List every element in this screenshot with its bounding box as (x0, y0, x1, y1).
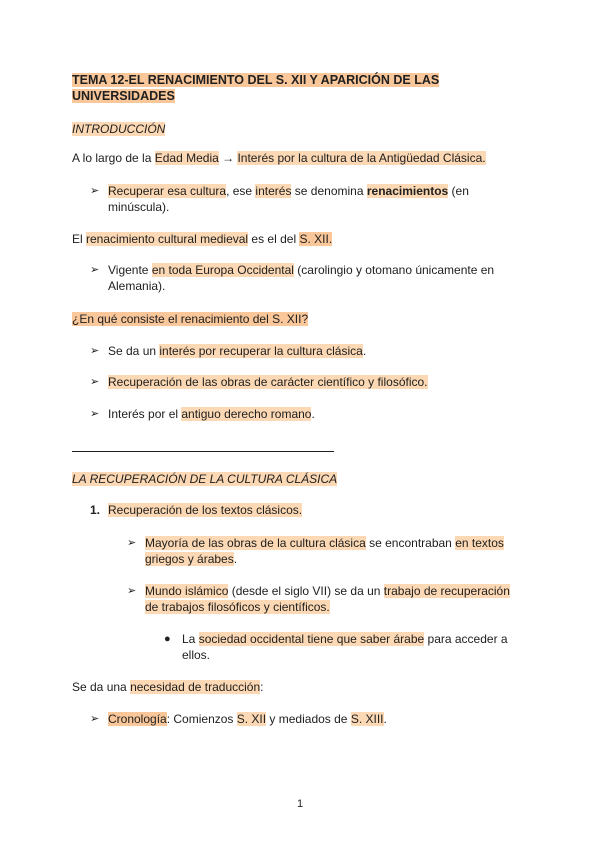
section-heading-cultura-clasica: LA RECUPERACIÓN DE LA CULTURA CLÁSICA (72, 472, 338, 486)
arrow-bullet-icon: ➢ (90, 264, 100, 276)
bullet-interes-recuperar: Se da un interés por recuperar la cultura clásica. (108, 344, 367, 358)
arrow-bullet-icon: ➢ (90, 376, 100, 388)
bullet-cronologia: Cronología: Comienzos S. XII y mediados de S. XIII. (108, 712, 387, 726)
bullet-recuperacion-obras: Recuperación de las obras de carácter científico y filosófico. (108, 375, 428, 389)
paragraph-edad-media: A lo largo de la Edad Media → Interés por la cultura de la Antigüedad Clásica. (72, 151, 486, 165)
arrow-bullet-icon: ➢ (127, 585, 137, 597)
paragraph-renacimiento-medieval: El renacimiento cultural medieval es el del S. XII. (72, 232, 333, 246)
arrow-bullet-icon: ➢ (90, 408, 100, 420)
page-title: TEMA 12-EL RENACIMIENTO DEL S. XII Y APARICIÓN DE LAS UNIVERSIDADES (72, 73, 440, 103)
list-item-textos-clasicos: Recuperación de los textos clásicos. (108, 503, 303, 517)
bullet-vigente: Vigente en toda Europa Occidental (carolingio y otomano únicamente en Alemania). (108, 263, 495, 293)
dot-bullet-icon: ● (164, 633, 171, 645)
arrow-bullet-icon: ➢ (90, 185, 100, 197)
page-number: 1 (296, 798, 304, 810)
bullet-mundo-islamico: Mundo islámico (desde el siglo VII) se da un trabajo de recuperación de trabajos filosóficos y científicos. (145, 584, 510, 614)
arrow-bullet-icon: ➢ (90, 345, 100, 357)
question-heading: ¿En qué consiste el renacimiento del S. XII? (72, 312, 309, 326)
arrow-bullet-icon: ➢ (90, 713, 100, 725)
paragraph-necesidad-traduccion: Se da una necesidad de traducción: (72, 680, 264, 694)
intro-heading: INTRODUCCIÓN (72, 122, 166, 136)
list-number: 1. (90, 503, 101, 517)
bullet-recuperar-cultura: Recuperar esa cultura, ese interés se denomina renacimientos (en minúscula). (108, 184, 469, 214)
section-divider (72, 451, 334, 452)
arrow-bullet-icon: ➢ (127, 537, 137, 549)
bullet-mayoria-obras: Mayoría de las obras de la cultura clásica se encontraban en textos griegos y árabes. (145, 536, 504, 566)
bullet-sociedad-occidental: La sociedad occidental tiene que saber árabe para acceder a ellos. (182, 632, 508, 662)
bullet-derecho-romano: Interés por el antiguo derecho romano. (108, 407, 315, 421)
